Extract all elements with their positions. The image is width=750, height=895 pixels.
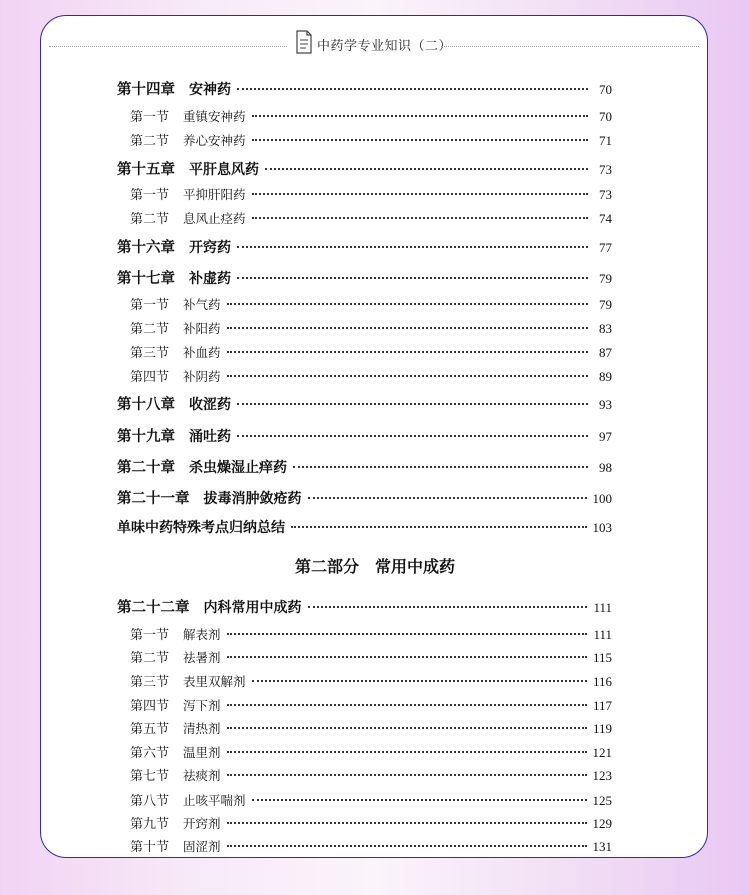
entry-title: 单味中药特殊考点归纳总结 [117,520,285,536]
entry-number: 第三节 [130,675,170,690]
toc-section-entry[interactable] [130,671,612,690]
entry-page-number: 125 [592,793,612,808]
dot-leader [237,246,588,248]
entry-title: 解表剂 [183,627,221,642]
entry-page-number: 129 [592,816,612,831]
entry-page-number: 70 [599,109,612,124]
entry-page-number: 79 [599,271,612,286]
header-title: 中药学专业知识（二） [317,39,453,54]
entry-page-number: 115 [592,650,612,665]
entry-title: 泻下剂 [183,698,221,713]
toc-chapter-entry[interactable] [117,267,612,288]
toc-chapter-entry[interactable] [117,596,612,617]
dot-leader [252,680,587,682]
entry-number: 第十六章 [117,239,175,256]
dot-leader [252,799,587,801]
dot-leader [227,822,587,824]
toc-section-entry[interactable] [130,647,612,666]
dot-leader [227,727,587,729]
toc-section-entry[interactable] [130,366,612,385]
dot-leader [293,466,588,468]
entry-number: 第二十二章 [117,599,190,616]
entry-title: 平肝息风药 [189,162,259,178]
entry-page-number: 131 [592,839,612,854]
dot-leader [252,217,588,219]
entry-title: 表里双解剂 [183,674,246,689]
entry-title: 安神药 [189,82,231,98]
toc-section-entry[interactable] [130,836,612,855]
entry-page-number: 116 [592,674,612,689]
entry-page-number: 74 [599,211,612,226]
toc-section-entry[interactable] [130,790,612,809]
header-divider-left [49,46,287,47]
entry-page-number: 121 [592,745,612,760]
entry-number: 第三节 [130,346,170,361]
entry-page-number: 111 [593,627,612,642]
entry-title: 止咳平喘剂 [183,793,246,808]
toc-chapter-entry[interactable] [117,236,612,257]
entry-page-number: 70 [599,82,612,97]
toc-section-entry[interactable] [130,342,612,361]
toc-chapter-entry[interactable] [117,517,612,537]
entry-number: 第二十一章 [117,490,190,507]
toc-section-entry[interactable] [130,184,612,203]
dot-leader [252,139,588,141]
toc-section-entry[interactable] [130,106,612,125]
entry-title: 温里剂 [183,745,221,760]
dot-leader [227,656,587,658]
entry-number: 第十五章 [117,161,175,178]
entry-page-number: 123 [592,768,612,783]
entry-title: 开窍剂 [183,816,221,831]
entry-title: 补阳药 [183,321,221,336]
entry-title: 祛痰剂 [183,768,221,783]
dot-leader [252,115,588,117]
entry-page-number: 83 [599,321,612,336]
entry-title: 补虚药 [189,271,231,287]
entry-page-number: 79 [599,297,612,312]
entry-number: 第十九章 [117,428,175,445]
entry-title: 开窍药 [189,240,231,256]
entry-title: 祛暑剂 [183,650,221,665]
page-header [41,24,707,60]
toc-section-entry[interactable] [130,208,612,227]
document-icon [295,30,313,54]
toc-section-entry[interactable] [130,130,612,149]
toc-section-entry[interactable] [130,695,612,714]
entry-number: 第八节 [130,794,170,809]
entry-title: 养心安神药 [183,133,246,148]
entry-page-number: 93 [599,397,612,412]
header-divider-right [441,46,699,47]
entry-page-number: 98 [599,460,612,475]
entry-title: 杀虫燥湿止痒药 [189,460,287,476]
entry-number: 第二节 [130,322,170,337]
toc-chapter-entry[interactable] [117,456,612,477]
toc-section-entry[interactable] [130,624,612,643]
entry-number: 第二十章 [117,459,175,476]
entry-number: 第十八章 [117,396,175,413]
dot-leader [227,633,588,635]
entry-number: 第一节 [130,298,170,313]
toc-section-entry[interactable] [130,718,612,737]
entry-number: 第二节 [130,651,170,666]
entry-number: 第六节 [130,746,170,761]
dot-leader [227,303,588,305]
entry-number: 第一节 [130,188,170,203]
entry-number: 第四节 [130,370,170,385]
dot-leader [227,375,588,377]
entry-title: 涌吐药 [189,429,231,445]
entry-page-number: 87 [599,345,612,360]
entry-page-number: 73 [599,162,612,177]
entry-number: 第十四章 [117,81,175,98]
dot-leader [237,403,588,405]
dot-leader [237,277,588,279]
part-2-heading: 第二部分 常用中成药 [294,557,455,576]
entry-title: 补阴药 [183,369,221,384]
toc-chapter-entry[interactable] [117,78,612,99]
entry-title: 固涩剂 [183,839,221,854]
entry-page-number: 77 [599,240,612,255]
toc-section-entry[interactable] [130,294,612,313]
entry-number: 第七节 [130,769,170,784]
entry-number: 第十节 [130,840,170,855]
entry-title: 内科常用中成药 [203,600,302,616]
dot-leader [227,774,587,776]
entry-number: 第五节 [130,722,170,737]
entry-title: 息风止痉药 [183,211,246,226]
entry-page-number: 89 [599,369,612,384]
entry-title: 补血药 [183,345,221,360]
toc-chapter-entry[interactable] [117,393,612,414]
entry-number: 第二节 [130,134,170,149]
entry-number: 第十七章 [117,270,175,287]
entry-page-number: 117 [592,698,612,713]
dot-leader [265,168,588,170]
toc-page [40,15,708,858]
dot-leader [227,351,588,353]
toc-chapter-entry[interactable] [117,158,612,179]
entry-page-number: 100 [592,491,612,506]
dot-leader [237,88,588,90]
dot-leader [227,845,587,847]
dot-leader [227,704,587,706]
entry-page-number: 103 [592,520,612,535]
toc-section-entry[interactable] [130,742,612,761]
entry-page-number: 71 [599,133,612,148]
entry-title: 补气药 [183,297,221,312]
dot-leader [308,497,587,499]
dot-leader [291,526,587,528]
entry-page-number: 119 [592,721,612,736]
entry-title: 清热剂 [183,721,221,736]
entry-page-number: 97 [599,429,612,444]
dot-leader [252,193,588,195]
entry-title: 重镇安神药 [183,109,246,124]
dot-leader [227,751,587,753]
toc-chapter-entry[interactable] [117,487,612,508]
toc-section-entry[interactable] [130,318,612,337]
dot-leader [308,606,588,608]
entry-number: 第二节 [130,212,170,227]
entry-number: 第九节 [130,817,170,832]
entry-title: 拔毒消肿敛疮药 [203,491,302,507]
entry-page-number: 73 [599,187,612,202]
entry-page-number: 111 [593,600,612,615]
dot-leader [227,327,588,329]
entry-title: 平抑肝阳药 [183,187,246,202]
entry-number: 第四节 [130,699,170,714]
toc-section-entry[interactable] [130,813,612,832]
toc-chapter-entry[interactable] [117,425,612,446]
dot-leader [237,435,588,437]
toc-section-entry[interactable] [130,765,612,784]
entry-title: 收涩药 [189,397,231,413]
entry-number: 第一节 [130,110,170,125]
entry-number: 第一节 [130,628,170,643]
